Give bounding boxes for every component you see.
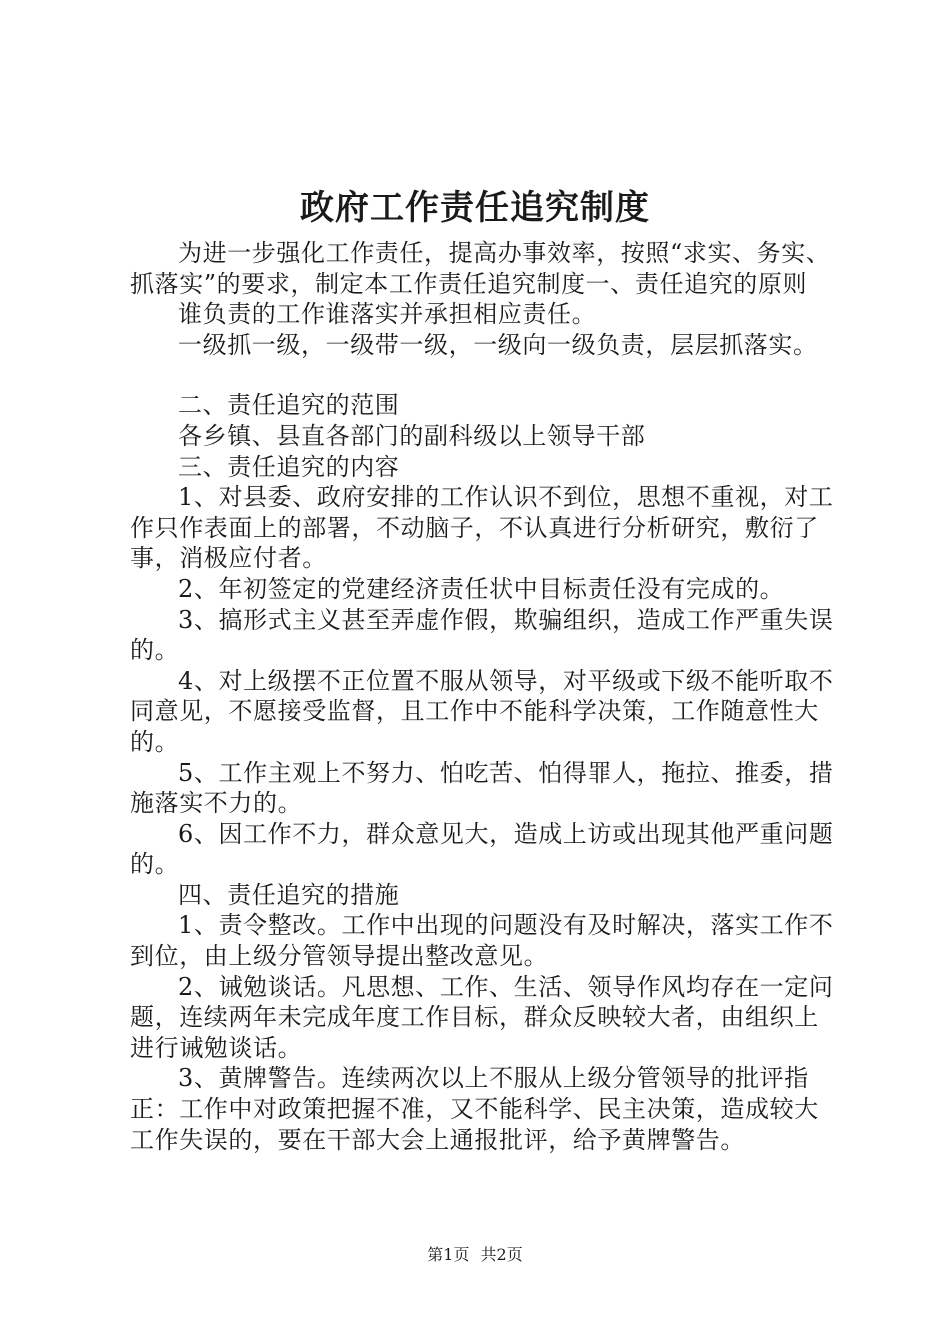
paragraph: 1、对县委、政府安排的工作认识不到位，思想不重视，对工作只作表面上的部署，不动脑子，不认真进行分析研究，敷衍了事，消极应付者。 — [130, 483, 834, 573]
page-footer — [0, 1243, 950, 1267]
page-number: 第1页 — [427, 1245, 470, 1264]
section-heading: 二、责任追究的范围 — [178, 391, 400, 420]
page-total: 共2页 — [480, 1245, 523, 1264]
paragraph: 1、责令整改。工作中出现的问题没有及时解决，落实工作不到位，由上级分管领导提出整改意见。 — [130, 911, 834, 971]
paragraph: 3、搞形式主义甚至弄虚作假，欺骗组织，造成工作严重失误的。 — [130, 605, 834, 665]
paragraph: 2、年初签定的党建经济责任状中目标责任没有完成的。 — [178, 574, 785, 603]
section-heading: 三、责任追究的内容 — [178, 452, 400, 481]
document-title: 政府工作责任追究制度 — [300, 188, 650, 228]
paragraph: 一级抓一级，一级带一级，一级向一级负责，层层抓落实。 — [178, 330, 818, 359]
section-heading: 四、责任追究的措施 — [178, 880, 400, 909]
paragraph: 6、因工作不力，群众意见大，造成上访或出现其他严重问题的。 — [130, 819, 834, 879]
paragraph: 3、黄牌警告。连续两次以上不服从上级分管领导的批评指正：工作中对政策把握不准，又不能科学、民主决策，造成较大工作失误的，要在干部大会上通报批评，给予黄牌警告。 — [130, 1064, 819, 1154]
paragraph: 为进一步强化工作责任，提高办事效率，按照“求实、务实、抓落实”的要求，制定本工作责任追究制度一、责任追究的原则 — [130, 239, 831, 298]
paragraph: 5、工作主观上不努力、怕吃苦、怕得罪人，拖拉、推委，措施落实不力的。 — [130, 758, 834, 818]
document-body — [130, 238, 835, 1155]
paragraph: 谁负责的工作谁落实并承担相应责任。 — [178, 300, 597, 329]
paragraph: 各乡镇、县直各部门的副科级以上领导干部 — [178, 421, 646, 450]
paragraph: 4、对上级摆不正位置不服从领导，对平级或下级不能听取不同意见，不愿接受监督，且工作中不能科学决策，工作随意性大的。 — [130, 666, 834, 756]
paragraph: 2、诫勉谈话。凡思想、工作、生活、领导作风均存在一定问题，连续两年未完成年度工作目标，群众反映较大者，由组织上进行诫勉谈话。 — [130, 972, 834, 1062]
